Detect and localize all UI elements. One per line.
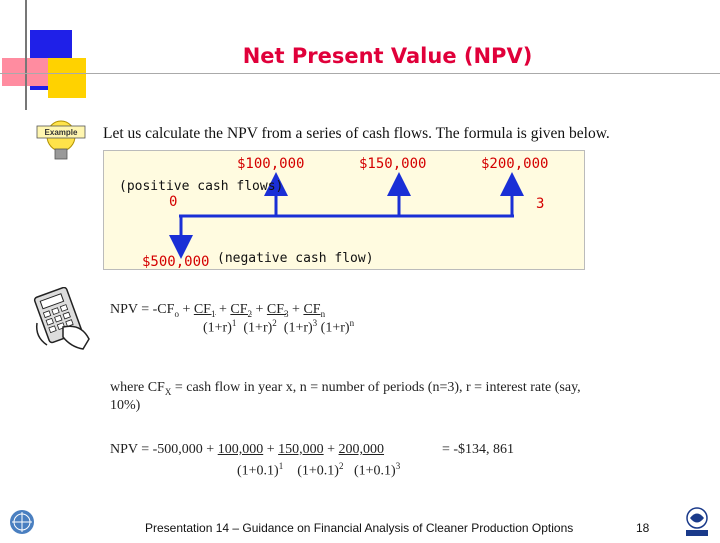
formula-cf2 (230, 302, 252, 317)
page-number: 18 (636, 521, 650, 535)
intro-text: Let us calculate the NPV from a series of cash flows. The formula is given below. (103, 125, 610, 142)
formula-cfn-text: CF (303, 302, 321, 317)
calc-plus: + (323, 442, 339, 457)
negative-cashflow-label: (negative cash flow) (217, 251, 374, 266)
footer-text: Presentation 14 – Guidance on Financial Analysis of Cleaner Production Options (145, 521, 574, 535)
unep-logo-icon (682, 506, 712, 538)
formula-plus: + (215, 302, 231, 317)
formula-den1: (1+r) (203, 320, 232, 336)
formula-lhs-sub: o (174, 308, 179, 319)
period-start-label: 0 (169, 194, 178, 210)
definition-line-2: 10%) (110, 398, 141, 413)
npv-calculation-denominators (237, 461, 400, 480)
calc-plus: + (263, 442, 279, 457)
formula-den3: (1+r) (283, 320, 313, 336)
cashflow-amount-2: $150,000 (359, 156, 427, 172)
formula-plus: + (252, 302, 267, 317)
formula-den2-sup: 2 (272, 318, 277, 328)
calc-n3: 200,000 (338, 442, 385, 457)
formula-cf1-text: CF (193, 302, 211, 317)
undp-logo-icon (7, 508, 37, 536)
calc-n1: 100,000 (217, 442, 264, 457)
lightbulb-icon (36, 118, 86, 164)
calc-d2: (1+0.1) (297, 463, 339, 479)
calc-d2-sup: 2 (338, 461, 344, 471)
formula-den3-sup: 3 (312, 318, 318, 328)
slide-title: Net Present Value (NPV) (242, 44, 533, 68)
definition-line-1 (110, 380, 581, 397)
positive-cashflow-label: (positive cash flows) (119, 179, 284, 194)
formula-cf3 (267, 302, 289, 317)
definition-text-2: = cash flow in year x, n = number of periods (n=3), r = interest rate (say, (171, 380, 581, 395)
npv-result: = -$134, 861 (442, 442, 515, 457)
formula-den4-sup: n (349, 318, 355, 328)
formula-cf2-text: CF (230, 302, 248, 317)
formula-cf1 (194, 302, 216, 317)
calc-d1-sup: 1 (278, 461, 284, 471)
formula-cf3-text: CF (266, 302, 285, 317)
cashflow-diagram (103, 150, 585, 270)
formula-cf2-sub: 2 (247, 308, 252, 319)
formula-den2: (1+r) (243, 320, 273, 336)
formula-den4: (1+r) (320, 320, 350, 336)
formula-cfn (303, 302, 325, 317)
negative-cashflow-amount: $500,000 (142, 254, 210, 270)
cashflow-amount-1: $100,000 (237, 156, 305, 172)
formula-cf1-sub: 1 (210, 308, 216, 319)
example-label: Example (44, 128, 78, 137)
deco-horizontal-line (0, 73, 720, 74)
npv-formula-denominators (203, 318, 354, 337)
formula-den1-sup: 1 (231, 318, 237, 328)
formula-cf3-sub: 3 (284, 308, 289, 319)
calculator-icon (33, 287, 95, 353)
calc-d3: (1+0.1) (353, 463, 396, 479)
formula-plus: + (178, 302, 194, 317)
npv-formula-numerator (110, 302, 325, 319)
calc-n2: 150,000 (278, 442, 324, 457)
calc-d3-sup: 3 (395, 461, 401, 471)
period-end-label: 3 (536, 196, 545, 212)
calc-lhs: NPV = -500,000 + (110, 442, 218, 457)
formula-plus: + (288, 302, 304, 317)
calc-d1: (1+0.1) (237, 463, 279, 479)
cashflow-amount-3: $200,000 (481, 156, 549, 172)
npv-calculation-numerator (110, 442, 384, 458)
definition-text: where CF (110, 380, 165, 395)
formula-lhs: NPV = -CF (110, 302, 175, 317)
definition-sub: X (164, 386, 172, 397)
formula-cfn-sub: n (320, 308, 326, 319)
